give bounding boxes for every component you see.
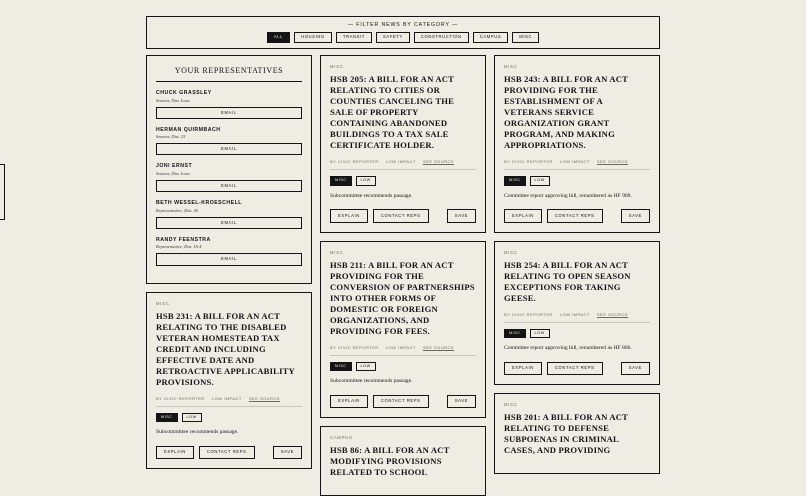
bill-impact: LOW IMPACT bbox=[385, 344, 416, 350]
bill-badges bbox=[330, 362, 476, 372]
bill-impact: LOW IMPACT bbox=[385, 159, 416, 164]
explain-button[interactable]: EXPLAIN bbox=[504, 209, 542, 222]
bill-source-link[interactable]: SEE SOURCE bbox=[422, 159, 455, 164]
bill-category-tag: MISC bbox=[330, 64, 344, 69]
filter-chip-transit[interactable]: TRANSIT bbox=[336, 32, 372, 43]
bill-card bbox=[146, 292, 312, 470]
bill-category-tag: MISC bbox=[330, 249, 344, 255]
bill-card bbox=[494, 241, 660, 386]
status-badge: LOW bbox=[530, 329, 550, 339]
bill-actions bbox=[156, 446, 302, 459]
bill-meta bbox=[504, 159, 650, 170]
bill-impact: LOW IMPACT bbox=[211, 395, 242, 401]
filter-chip-safety[interactable]: SAFETY bbox=[376, 32, 410, 43]
bill-title[interactable]: HSB 201: A BILL FOR AN ACT RELATING TO DEFENSE SUBPOENAS IN CRIMINAL CASES, AND PROVIDING bbox=[504, 412, 628, 456]
bill-title[interactable]: HSB 205: A BILL FOR AN ACT RELATING TO CITIES OR COUNTIES CANCELING THE SALE OF PROPERTY CONTAINING ABANDONED BUILDINGS TO A TAX SALE CERTIFICATE HOLDER. bbox=[330, 74, 455, 150]
email-button[interactable]: EMAIL bbox=[156, 143, 302, 155]
bill-source-link[interactable]: SEE SOURCE bbox=[596, 311, 629, 317]
bill-title[interactable]: HSB 254: A BILL FOR AN ACT RELATING TO OPEN SEASON EXCEPTIONS FOR TAKING GEESE. bbox=[504, 259, 631, 303]
bill-source-link[interactable]: SEE SOURCE bbox=[422, 344, 455, 350]
bill-card bbox=[320, 426, 486, 496]
bill-card bbox=[494, 393, 660, 474]
rep-role: Senator, Dist. 25 bbox=[156, 134, 186, 140]
bill-badges bbox=[504, 176, 650, 186]
bill-meta bbox=[330, 345, 476, 356]
save-button[interactable]: SAVE bbox=[621, 209, 650, 222]
rep-name: BETH WESSEL-KROESCHELL bbox=[156, 200, 242, 207]
bill-badges bbox=[330, 176, 476, 186]
bill-reporter: BY CIVIC REPORTER bbox=[156, 395, 205, 401]
rep-role: Representative, Dist. IA-4 bbox=[156, 244, 202, 250]
email-button[interactable]: EMAIL bbox=[156, 217, 302, 229]
representatives-title: YOUR REPRESENTATIVES bbox=[156, 66, 302, 82]
bill-card bbox=[320, 55, 486, 233]
status-badge: LOW bbox=[182, 413, 202, 423]
bill-card bbox=[320, 241, 486, 419]
contact-reps-button[interactable]: CONTACT REPS bbox=[547, 209, 603, 222]
status-badge: MISC bbox=[156, 413, 178, 423]
bill-meta bbox=[504, 312, 650, 323]
contact-reps-button[interactable]: CONTACT REPS bbox=[373, 395, 429, 408]
bill-status: Subcommittee recommends passage. bbox=[156, 429, 239, 436]
bill-badges bbox=[504, 329, 650, 339]
status-badge: MISC bbox=[330, 176, 352, 186]
bill-status: Subcommittee recommends passage. bbox=[330, 378, 413, 385]
status-badge: MISC bbox=[504, 329, 526, 339]
bill-meta bbox=[156, 396, 302, 407]
bill-title[interactable]: HSB 211: A BILL FOR AN ACT PROVIDING FOR THE CONVERSION OF PARTNERSHIPS INTO OTHER FORMS OF DOMESTIC OR FOREIGN ORGANIZATIONS, AND PROVIDING FOR FEES. bbox=[330, 259, 475, 336]
list-item bbox=[156, 163, 302, 192]
explain-button[interactable]: EXPLAIN bbox=[156, 446, 194, 459]
bill-source-link[interactable]: SEE SOURCE bbox=[248, 395, 281, 401]
bill-reporter: BY CIVIC REPORTER bbox=[504, 159, 553, 164]
column-left bbox=[146, 55, 312, 496]
filter-chip-housing[interactable]: HOUSING bbox=[294, 32, 332, 43]
top-strip bbox=[0, 0, 806, 8]
rep-name: HERMAN QUIRMBACH bbox=[156, 126, 221, 133]
status-badge: LOW bbox=[356, 176, 376, 186]
filter-chip-construction[interactable]: CONSTRUCTION bbox=[414, 32, 469, 43]
bill-actions bbox=[330, 209, 476, 222]
email-button[interactable]: EMAIL bbox=[156, 180, 302, 192]
bill-reporter: BY CIVIC REPORTER bbox=[330, 159, 379, 164]
explain-button[interactable]: EXPLAIN bbox=[330, 395, 368, 408]
list-item bbox=[156, 200, 302, 229]
email-button[interactable]: EMAIL bbox=[156, 253, 302, 265]
columns bbox=[146, 55, 660, 496]
bill-category-tag: CAMPUS bbox=[330, 435, 353, 441]
bill-category-tag: MISC bbox=[504, 64, 518, 69]
filter-chip-misc[interactable]: MISC bbox=[512, 32, 539, 43]
save-button[interactable]: SAVE bbox=[447, 395, 476, 408]
status-badge: MISC bbox=[504, 176, 526, 186]
rep-name: RANDY FEENSTRA bbox=[156, 236, 211, 243]
rep-name: JONI ERNST bbox=[156, 163, 193, 170]
save-button[interactable]: SAVE bbox=[273, 446, 302, 459]
bill-category-tag: MISC bbox=[504, 402, 518, 408]
filter-chip-group bbox=[267, 32, 539, 43]
bill-actions bbox=[330, 395, 476, 408]
bill-impact: LOW IMPACT bbox=[559, 159, 590, 164]
bill-actions bbox=[504, 209, 650, 222]
bill-reporter: BY CIVIC REPORTER bbox=[330, 344, 379, 350]
list-item bbox=[156, 237, 302, 266]
save-button[interactable]: SAVE bbox=[447, 209, 476, 222]
bill-status: Subcommittee recommends passage. bbox=[330, 192, 413, 199]
bill-reporter: BY CIVIC REPORTER bbox=[504, 311, 553, 317]
bill-title[interactable]: HSB 243: A BILL FOR AN ACT PROVIDING FOR THE ESTABLISHMENT OF A VETERANS SERVICE ORGANIZATION GRANT PROGRAM, AND MAKING APPROPRIATIONS. bbox=[504, 74, 628, 150]
column-middle bbox=[320, 55, 486, 496]
rep-role: Senator, Dist. Iowa bbox=[156, 97, 190, 103]
filter-chip-campus[interactable]: CAMPUS bbox=[473, 32, 509, 43]
bill-title[interactable]: HSB 231: A BILL FOR AN ACT RELATING TO THE DISABLED VETERAN HOMESTEAD TAX CREDIT AND INCLUDING EFFECTIVE DATE AND RETROACTIVE APPLICABILITY PROVISIONS. bbox=[156, 310, 295, 387]
bill-actions bbox=[504, 362, 650, 375]
bill-category-tag: MISC bbox=[504, 249, 518, 255]
bill-category-tag: MISC bbox=[156, 300, 170, 306]
bill-badges bbox=[156, 413, 302, 423]
rep-role: Senator, Dist. Iowa bbox=[156, 170, 190, 176]
column-right bbox=[494, 55, 660, 496]
contact-reps-button[interactable]: CONTACT REPS bbox=[199, 446, 255, 459]
status-badge: MISC bbox=[330, 362, 352, 372]
bill-title[interactable]: HSB 86: A BILL FOR AN ACT MODIFYING PROVISIONS RELATED TO SCHOOL bbox=[330, 445, 450, 478]
explain-button[interactable]: EXPLAIN bbox=[504, 362, 542, 375]
bill-status: Committee report approving bill, renumbered as HF 909. bbox=[504, 192, 632, 199]
contact-reps-button[interactable]: CONTACT REPS bbox=[547, 362, 603, 375]
status-badge: LOW bbox=[530, 176, 550, 186]
rep-name: CHUCK GRASSLEY bbox=[156, 90, 212, 96]
filter-chip-all[interactable]: ALL bbox=[267, 32, 290, 43]
bill-source-link[interactable]: SEE SOURCE bbox=[596, 159, 629, 164]
list-item bbox=[156, 90, 302, 119]
status-badge: LOW bbox=[356, 362, 376, 372]
filter-bar bbox=[146, 16, 660, 49]
contact-reps-button[interactable]: CONTACT REPS bbox=[373, 209, 429, 222]
save-button[interactable]: SAVE bbox=[621, 362, 650, 375]
bill-impact: LOW IMPACT bbox=[559, 311, 590, 317]
explain-button[interactable]: EXPLAIN bbox=[330, 209, 368, 222]
representatives-card bbox=[146, 55, 312, 284]
filter-bar-title: — FILTER NEWS BY CATEGORY — bbox=[347, 21, 459, 28]
bill-status: Committee report approving bill, renumbered as HF 866. bbox=[504, 345, 632, 352]
list-item bbox=[156, 127, 302, 156]
email-button[interactable]: EMAIL bbox=[156, 107, 302, 119]
rep-role: Representative, Dist. 45 bbox=[156, 207, 199, 213]
bill-meta bbox=[330, 159, 476, 170]
bill-card bbox=[494, 55, 660, 233]
left-rail bbox=[0, 164, 5, 220]
